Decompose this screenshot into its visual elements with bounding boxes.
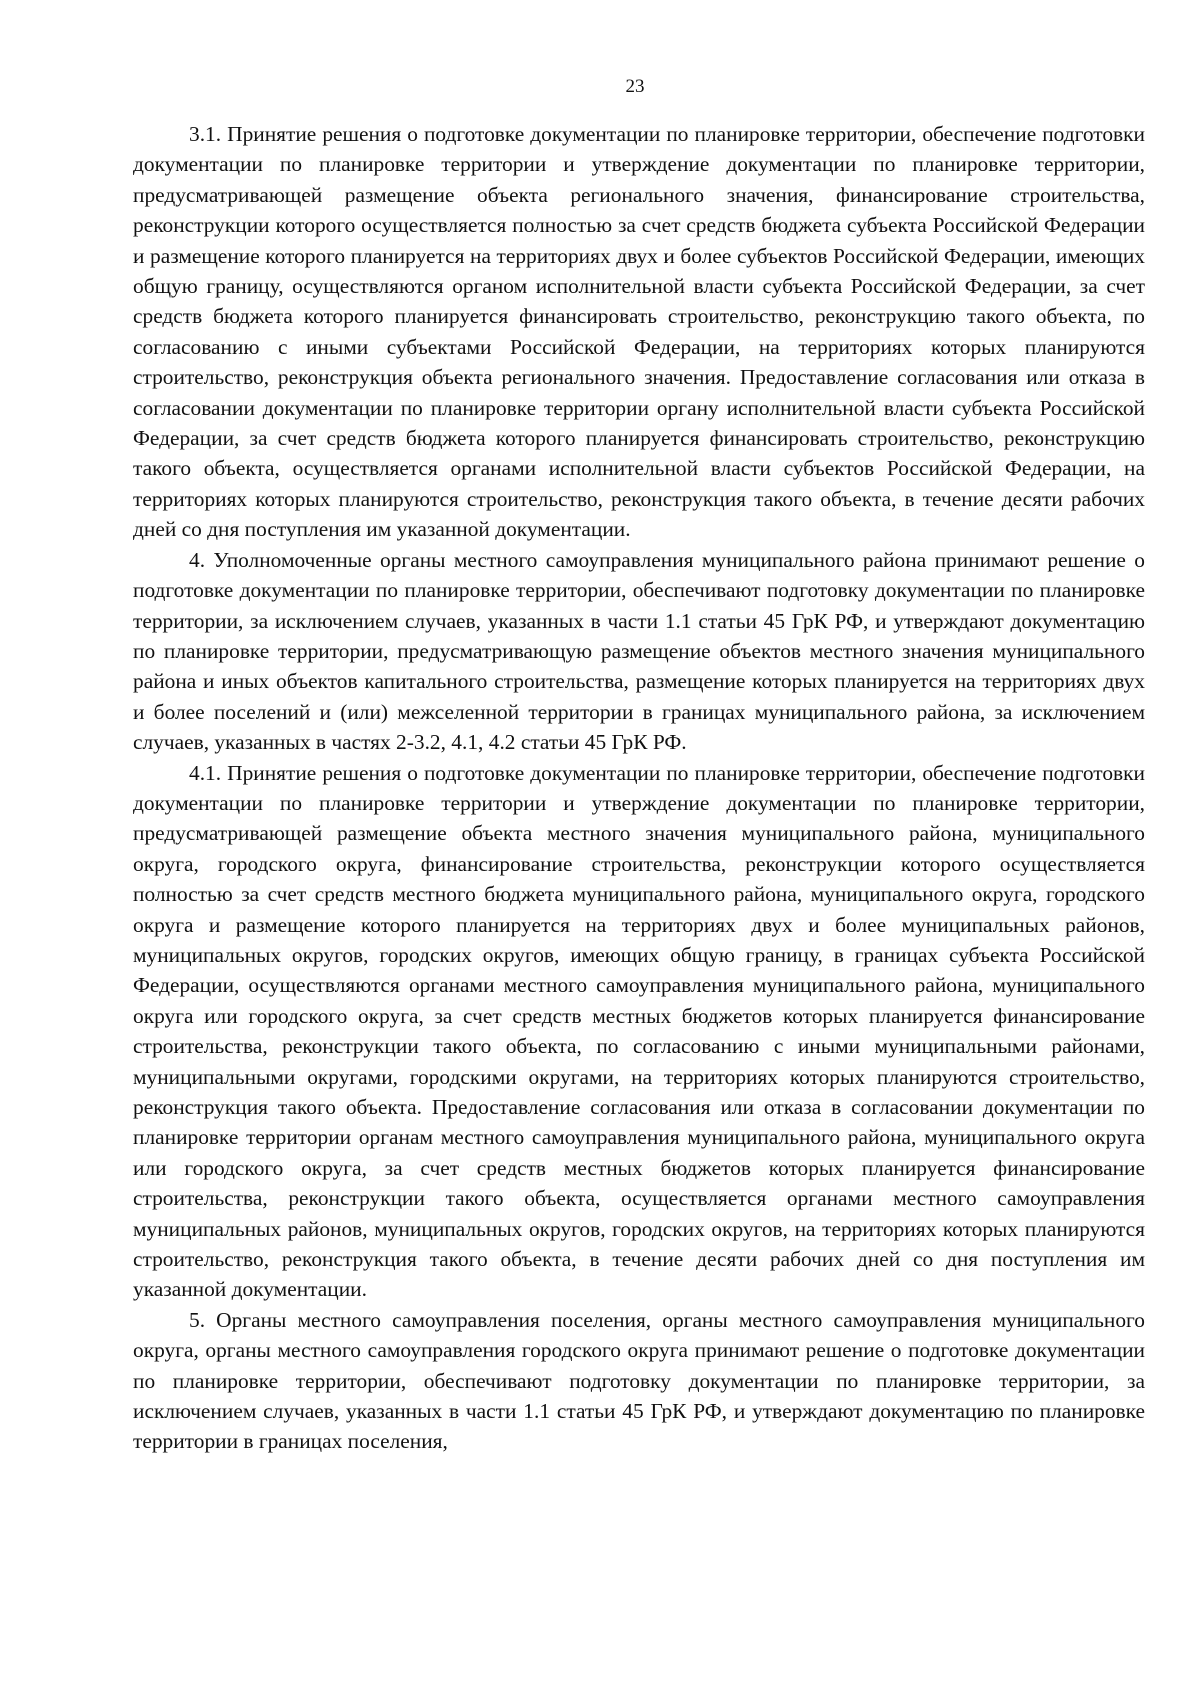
page-number: 23 bbox=[625, 76, 645, 97]
paragraph-4: 4. Уполномоченные органы местного самоуправления муниципального района принимают решение о подготовке документации по планировке территории, обеспечивают подготовку документации по планировке территории, за исключением случаев, указанных в части 1.1 статьи 45 ГрК РФ, и утверждают документацию по планировке территории, предусматривающую размещение объектов местного значения муниципального района и иных объектов капитального строительства, размещение которых планируется на территориях двух и более поселений и (или) межселенной территории в границах муниципального района, за исключением случаев, указанных в частях 2-3.2, 4.1, 4.2 статьи 45 ГрК РФ. bbox=[133, 547, 1145, 755]
paragraph-5: 5. Органы местного самоуправления поселения, органы местного самоуправления муниципального округа, органы местного самоуправления городского округа принимают решение о подготовке документации по планировке территории, обеспечивают подготовку документации по планировке территории, за исключением случаев, указанных в части 1.1 статьи 45 ГрК РФ, и утверждают документацию по планировке территории в границах поселения, bbox=[133, 1307, 1145, 1454]
paragraph-3-1: 3.1. Принятие решения о подготовке документации по планировке территории, обеспечение подготовки документации по планировке территории и утверждение документации по планировке территории, предусматривающей размещение объекта регионального значения, финансирование строительства, реконструкции которого осуществляется полностью за счет средств бюджета субъекта Российской Федерации и размещение которого планируется на территориях двух и более субъектов Российской Федерации, имеющих общую границу, осуществляются органом исполнительной власти субъекта Российской Федерации, за счет средств бюджета которого планируется финансировать строительство, реконструкцию такого объекта, по согласованию с иными субъектами Российской Федерации, на территориях которых планируются строительство, реконструкция объекта регионального значения. Предоставление согласования или отказа в согласовании документации по планировке территории органу исполнительной власти субъекта Российской Федерации, за счет средств бюджета которого планируется финансировать строительство, реконструкцию такого объекта, осуществляется органами исполнительной власти субъектов Российской Федерации, на территориях которых планируются строительство, реконструкция такого объекта, в течение десяти рабочих дней со дня поступления им указанной документации. bbox=[133, 122, 1145, 542]
paragraph-4-1: 4.1. Принятие решения о подготовке документации по планировке территории, обеспечение подготовки документации по планировке территории и утверждение документации по планировке территории, предусматривающей размещение объекта местного значения муниципального района, муниципального округа, городского округа, финансирование строительства, реконструкции которого осуществляется полностью за счет средств местного бюджета муниципального района, муниципального округа, городского округа и размещение которого планируется на территориях двух и более муниципальных районов, муниципальных округов, городских округов, имеющих общую границу, в границах субъекта Российской Федерации, осуществляются органами местного самоуправления муниципального района, муниципального округа или городского округа, за счет средств местных бюджетов которых планируется финансирование строительства, реконструкции такого объекта, по согласованию с иными муниципальными районами, муниципальными округами, городскими округами, на территориях которых планируются строительство, реконструкция такого объекта. Предоставление согласования или отказа в согласовании документации по планировке территории органам местного самоуправления муниципального района, муниципального округа или городского округа, за счет средств местных бюджетов которых планируется финансирование строительства, реконструкции такого объекта, осуществляется органами местного самоуправления муниципальных районов, муниципальных округов, городских округов, на территориях которых планируются строительство, реконструкция такого объекта, в течение десяти рабочих дней со дня поступления им указанной документации. bbox=[133, 760, 1145, 1302]
document-body bbox=[133, 119, 1145, 1457]
